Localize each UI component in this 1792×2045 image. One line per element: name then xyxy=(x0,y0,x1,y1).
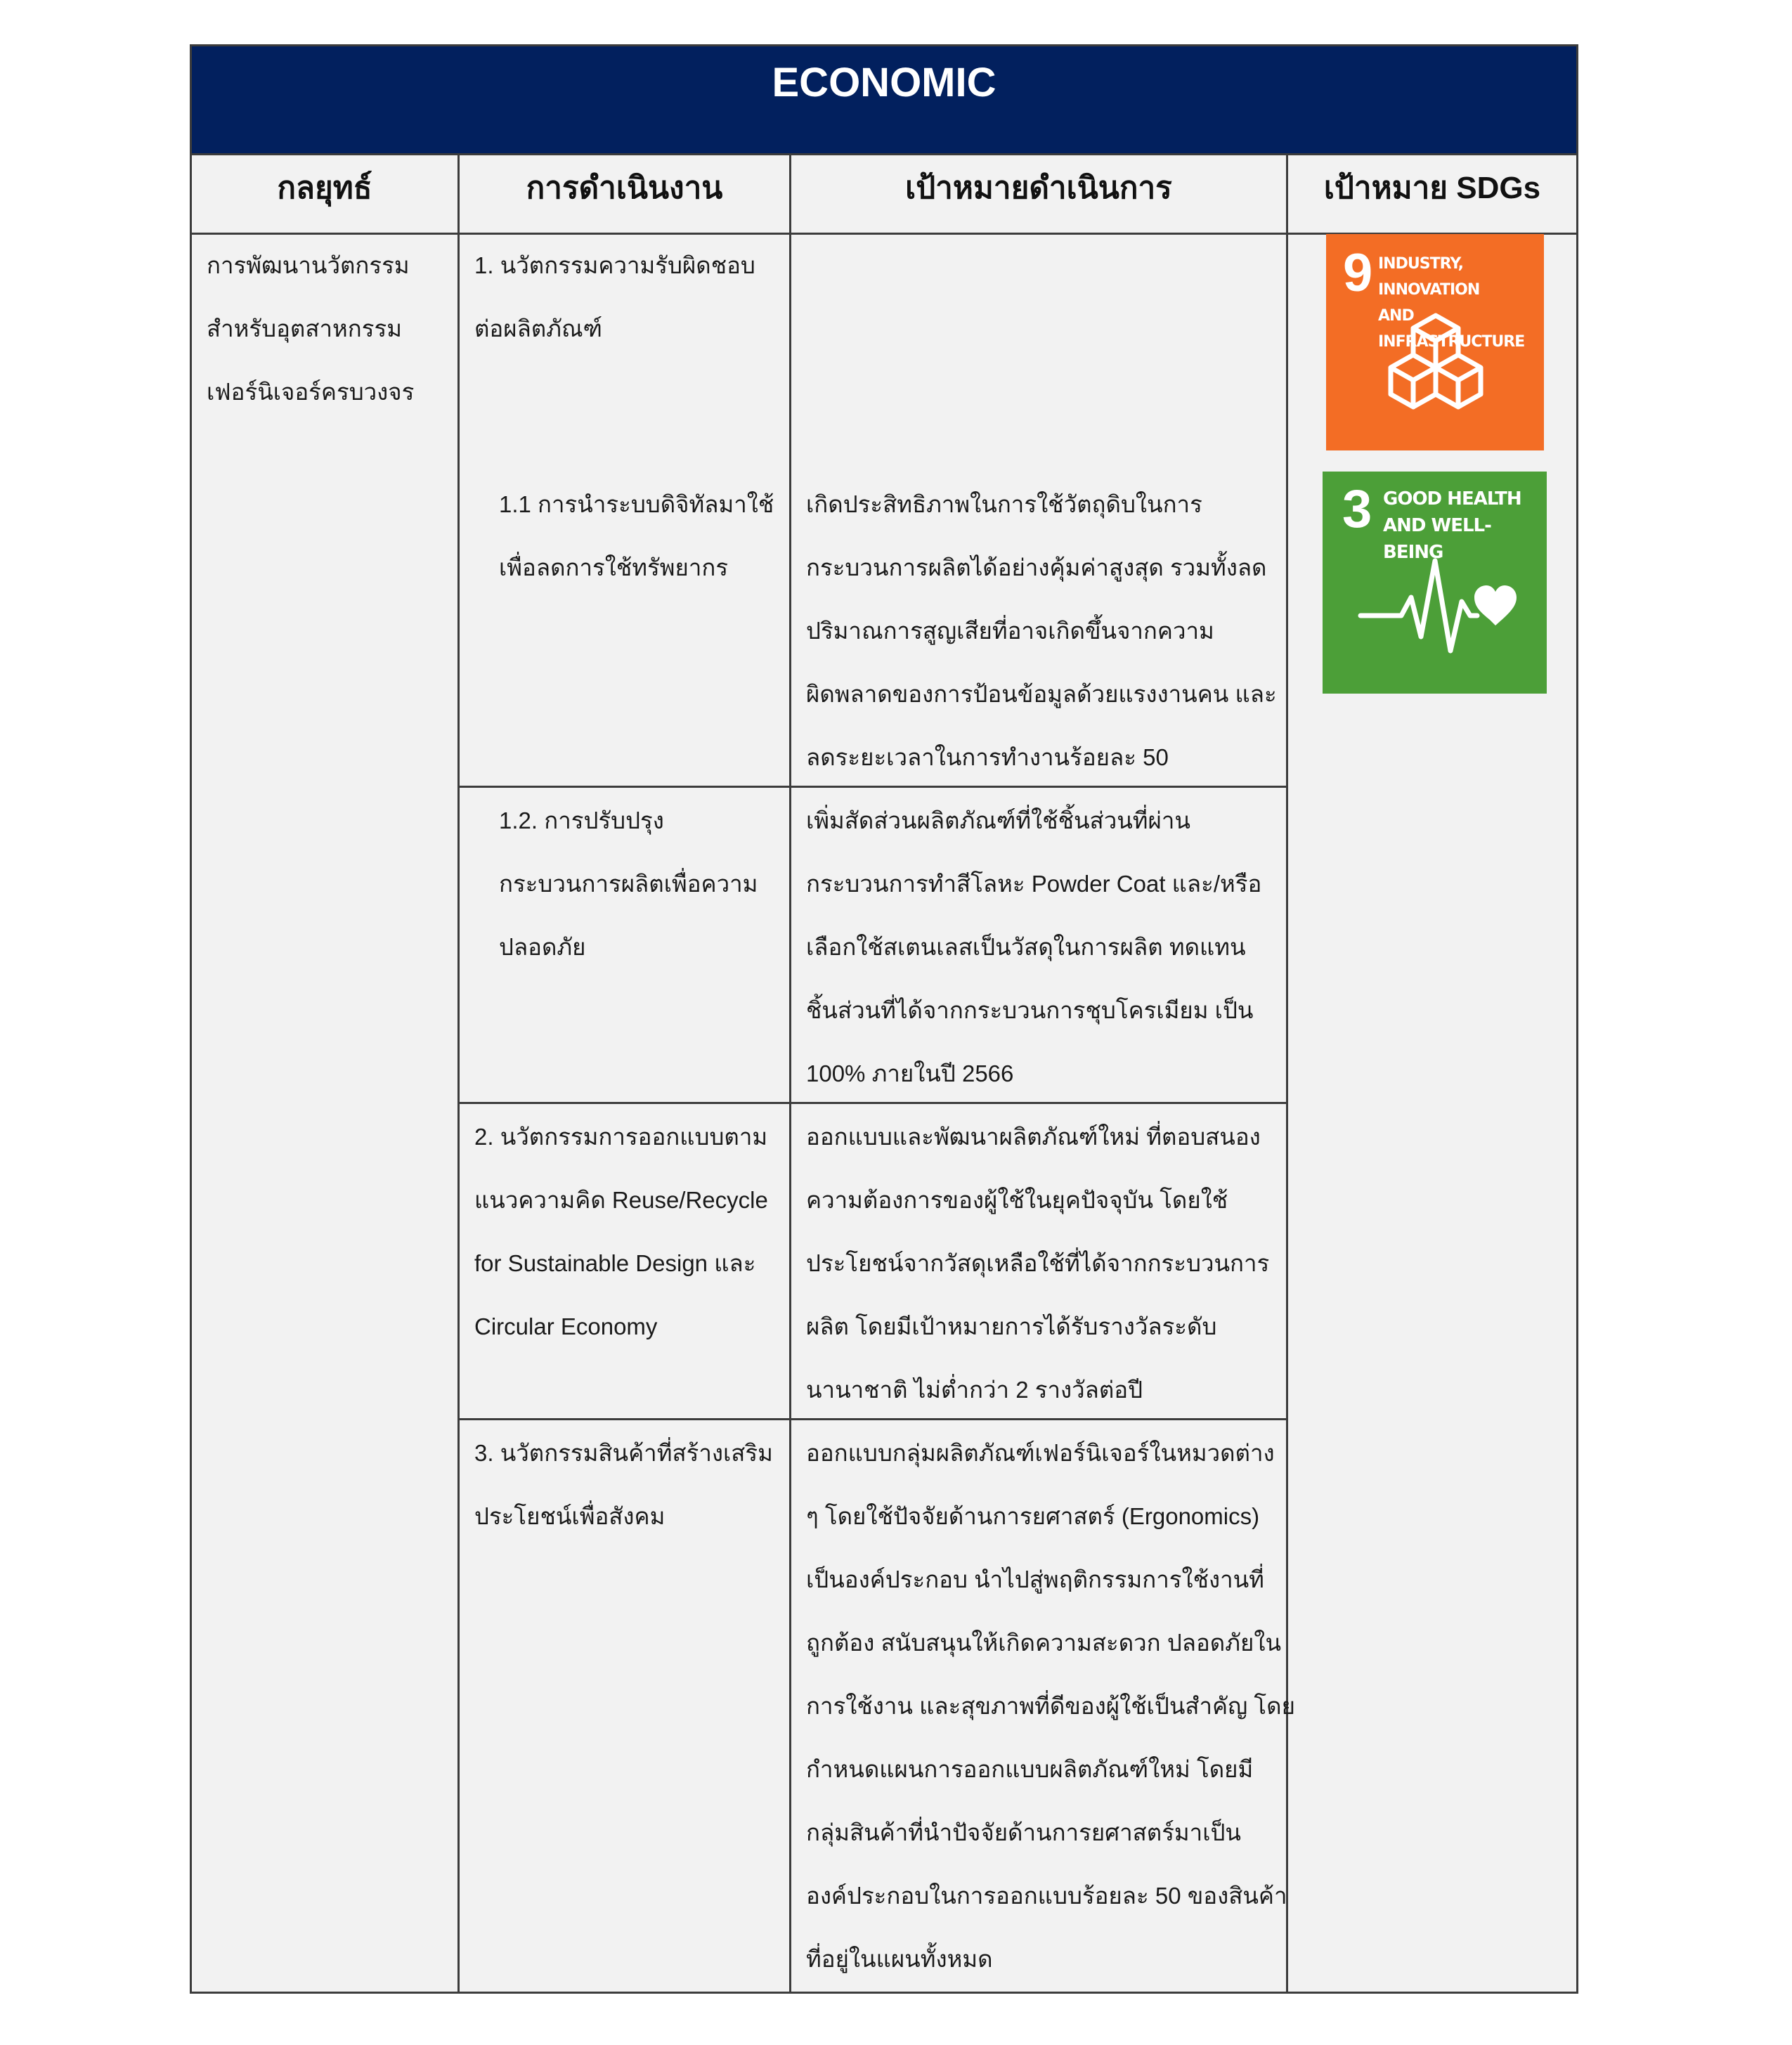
sdg-number: 3 xyxy=(1342,479,1372,539)
header-operation: การดำเนินงาน xyxy=(526,171,723,205)
target-line: กระบวนการผลิตได้อย่างคุ้มค่าสูงสุด รวมทั้งลด xyxy=(806,554,1267,580)
header-target: เป้าหมายดำเนินการ xyxy=(905,171,1172,205)
sdg-title: GOOD HEALTH AND WELL-BEING xyxy=(1383,488,1521,563)
operation-cell xyxy=(474,1422,773,1548)
target-line: ๆ โดยใช้ปัจจัยด้านการยศาสตร์ (Ergonomics) xyxy=(806,1503,1260,1529)
target-line: เป็นองค์ประกอบ นำไปสู่พฤติกรรมการใช้งานที่ xyxy=(806,1566,1264,1592)
heartbeat-icon xyxy=(1358,552,1519,665)
sdg-3-tile xyxy=(1323,472,1547,694)
operation-line: 3. นวัตกรรมสินค้าที่สร้างเสริม xyxy=(474,1440,773,1466)
operation-line: for Sustainable Design และ xyxy=(474,1250,756,1276)
target-line: องค์ประกอบในการออกแบบร้อยละ 50 ของสินค้า xyxy=(806,1883,1287,1909)
header-strategy: กลยุทธ์ xyxy=(277,171,372,205)
target-line: ที่อยู่ในแผนทั้งหมด xyxy=(806,1946,993,1972)
target-line: กระบวนการทำสีโลหะ Powder Coat และ/หรือ xyxy=(806,871,1262,897)
operation-line: กระบวนการผลิตเพื่อความ xyxy=(499,871,758,897)
target-line: กลุ่มสินค้าที่นำปัจจัยด้านการยศาสตร์มาเป็น xyxy=(806,1819,1241,1845)
target-line: ปริมาณการสูญเสียที่อาจเกิดขึ้นจากความ xyxy=(806,618,1214,644)
operation-line: 1.2. การปรับปรุง xyxy=(499,807,664,833)
operation-line: 2. นวัตกรรมการออกแบบตาม xyxy=(474,1124,768,1150)
target-cell xyxy=(806,1105,1269,1422)
column-divider xyxy=(789,153,791,1992)
operation-line: 1. นวัตกรรมความรับผิดชอบ xyxy=(474,252,755,278)
sdg-9-tile xyxy=(1326,234,1544,450)
operation-line: ปลอดภัย xyxy=(499,934,586,960)
column-divider xyxy=(457,153,460,1992)
target-line: ความต้องการของผู้ใช้ในยุคปัจจุบัน โดยใช้ xyxy=(806,1187,1228,1213)
target-line: ถูกต้อง สนับสนุนให้เกิดความสะดวก ปลอดภัยใน xyxy=(806,1630,1282,1656)
target-cell xyxy=(806,1422,1295,1991)
economic-table xyxy=(190,44,1578,1994)
target-line: นานาชาติ ไม่ต่ำกว่า 2 รางวัลต่อปี xyxy=(806,1377,1143,1403)
operation-cell xyxy=(499,789,758,979)
operation-cell xyxy=(474,1105,768,1358)
target-line: การใช้งาน และสุขภาพที่ดีของผู้ใช้เป็นสำคัญ โดย xyxy=(806,1693,1295,1719)
target-line: ผิดพลาดของการป้อนข้อมูลด้วยแรงงานคน และ xyxy=(806,681,1277,707)
strategy-line: การพัฒนานวัตกรรม xyxy=(207,252,410,278)
sdg-number: 9 xyxy=(1343,243,1373,303)
operation-cell xyxy=(474,234,755,361)
operation-line: ต่อผลิตภัณฑ์ xyxy=(474,316,602,342)
target-line: เพิ่มสัดส่วนผลิตภัณฑ์ที่ใช้ชิ้นส่วนที่ผ่าน xyxy=(806,807,1190,833)
target-line: ออกแบบกลุ่มผลิตภัณฑ์เฟอร์นิเจอร์ในหมวดต่าง xyxy=(806,1440,1275,1466)
target-line: ลดระยะเวลาในการทำงานร้อยละ 50 xyxy=(806,744,1169,770)
operation-line: ประโยชน์เพื่อสังคม xyxy=(474,1503,665,1529)
strategy-line: สำหรับอุตสาหกรรม xyxy=(207,316,402,342)
header-sdgs: เป้าหมาย SDGs xyxy=(1323,171,1541,205)
target-line: กำหนดแผนการออกแบบผลิตภัณฑ์ใหม่ โดยมี xyxy=(806,1756,1254,1782)
operation-line: แนวความคิด Reuse/Recycle xyxy=(474,1187,768,1213)
cubes-icon xyxy=(1379,311,1492,424)
target-line: 100% ภายในปี 2566 xyxy=(806,1060,1014,1086)
target-line: ประโยชน์จากวัสดุเหลือใช้ที่ได้จากกระบวนการ xyxy=(806,1250,1270,1276)
target-cell xyxy=(806,789,1261,1105)
banner-title: ECONOMIC xyxy=(192,46,1576,155)
operation-line: เพื่อลดการใช้ทรัพยากร xyxy=(499,554,729,580)
operation-line: Circular Economy xyxy=(474,1313,658,1339)
strategy-text xyxy=(207,234,414,424)
operation-line: 1.1 การนำระบบดิจิทัลมาใช้ xyxy=(499,491,774,517)
target-line: ชิ้นส่วนที่ได้จากกระบวนการชุบโครเมียม เป็น xyxy=(806,997,1254,1023)
operation-cell xyxy=(499,473,774,599)
target-line: ผลิต โดยมีเป้าหมายการได้รับรางวัลระดับ xyxy=(806,1313,1217,1339)
sdg-title: INDUSTRY, INNOVATION AND INFRASTRUCTURE xyxy=(1378,255,1525,351)
target-line: ออกแบบและพัฒนาผลิตภัณฑ์ใหม่ ที่ตอบสนอง xyxy=(806,1124,1261,1150)
target-line: เลือกใช้สเตนเลสเป็นวัสดุในการผลิต ทดแทน xyxy=(806,934,1246,960)
target-line: เกิดประสิทธิภาพในการใช้วัตถุดิบในการ xyxy=(806,491,1202,517)
strategy-line: เฟอร์นิเจอร์ครบวงจร xyxy=(207,379,415,405)
target-cell xyxy=(806,473,1277,789)
